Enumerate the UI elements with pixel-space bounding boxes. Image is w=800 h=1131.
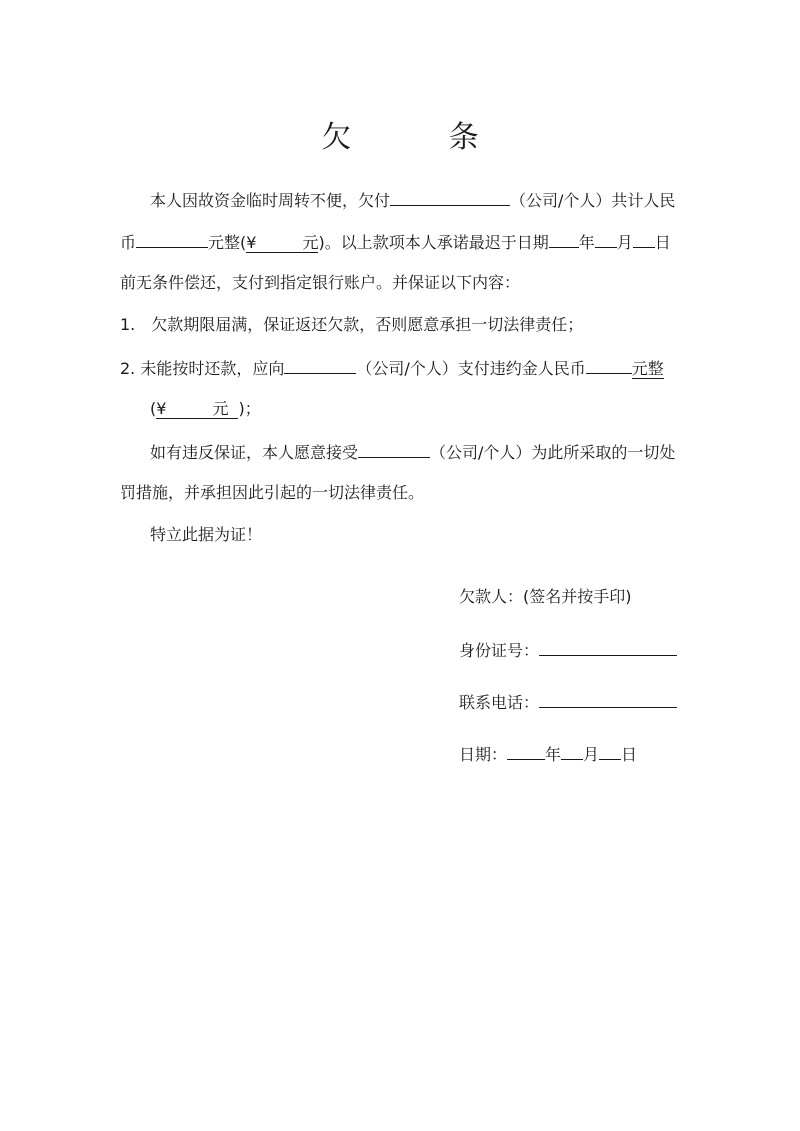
phone-row	[459, 689, 677, 715]
phone-blank[interactable]	[539, 689, 677, 708]
sign-month-blank[interactable]	[561, 741, 583, 760]
sign-day-blank[interactable]	[599, 741, 621, 760]
due-day-blank[interactable]	[633, 229, 655, 248]
para1-text-c: )。以上款项本人承诺最迟于日期	[318, 233, 549, 252]
date-row	[459, 741, 637, 767]
phone-label: 联系电话：	[459, 693, 540, 712]
year-label: 年	[578, 233, 595, 252]
para1-line3	[120, 271, 680, 295]
amount-number-field[interactable]	[246, 233, 318, 253]
para3-text-line2: 罚措施，并承担因此引起的一切法律责任。	[120, 483, 425, 502]
yen-sign: ¥	[156, 399, 167, 418]
id-number-label: 身份证号：	[459, 641, 540, 660]
item2-text-a: 2. 未能按时还款，应向	[120, 359, 285, 378]
document-title: 欠 条	[321, 120, 523, 155]
yuan-unit: 元	[302, 233, 319, 252]
closing-statement: 特立此据为证！	[150, 525, 263, 544]
creditor-blank[interactable]	[390, 187, 510, 206]
debtor-signature[interactable]: 欠款人：(签名并按手印)	[459, 587, 632, 606]
yen-sign: ¥	[246, 233, 257, 252]
para1-text-a: 本人因故资金临时周转不便，欠付	[150, 191, 391, 210]
para1-line1	[150, 187, 680, 213]
item2-paren-open: (	[150, 399, 157, 418]
yuan-unit: 元	[212, 399, 229, 418]
item2-text-c: 元整	[631, 359, 664, 378]
sign-day-label: 日	[621, 745, 638, 764]
sign-year-blank[interactable]	[507, 741, 545, 760]
item2-line1	[120, 355, 680, 381]
yuan-label: 元整(	[208, 233, 247, 252]
date-label: 日期：	[459, 745, 508, 764]
sign-year-label: 年	[545, 745, 562, 764]
item1	[120, 313, 680, 337]
para1-text-line3: 前无条件偿还，支付到指定银行账户。并保证以下内容：	[120, 273, 521, 292]
amount-words-blank[interactable]	[136, 229, 208, 248]
item1-number: 1.	[120, 315, 136, 334]
month-label: 月	[616, 233, 633, 252]
id-number-row	[459, 637, 677, 663]
para3-line1	[150, 439, 680, 465]
item2-paren-close: )；	[238, 399, 261, 418]
due-year-blank[interactable]	[549, 229, 579, 248]
penalty-party-blank[interactable]	[358, 439, 430, 458]
para3-text-b: （公司/个人）为此所采取的一切处	[430, 443, 676, 462]
item1-text: 欠款期限届满，保证返还欠款，否则愿意承担一切法律责任；	[151, 315, 584, 334]
para1-line2	[120, 229, 680, 255]
para3-text-a: 如有违反保证，本人愿意接受	[150, 443, 359, 462]
due-month-blank[interactable]	[595, 229, 617, 248]
item2-line2	[150, 397, 710, 421]
penalty-recipient-blank[interactable]	[284, 355, 356, 374]
currency-label: 币	[120, 233, 137, 252]
para3-line2	[120, 481, 680, 505]
id-number-blank[interactable]	[539, 637, 677, 656]
penalty-amount-blank[interactable]	[586, 355, 632, 374]
item2-text-b: （公司/个人）支付违约金人民币	[356, 359, 586, 378]
day-label: 日	[654, 233, 671, 252]
para1-text-b: （公司/个人）共计人民	[510, 191, 676, 210]
sign-month-label: 月	[583, 745, 600, 764]
penalty-number-field[interactable]	[156, 399, 238, 419]
